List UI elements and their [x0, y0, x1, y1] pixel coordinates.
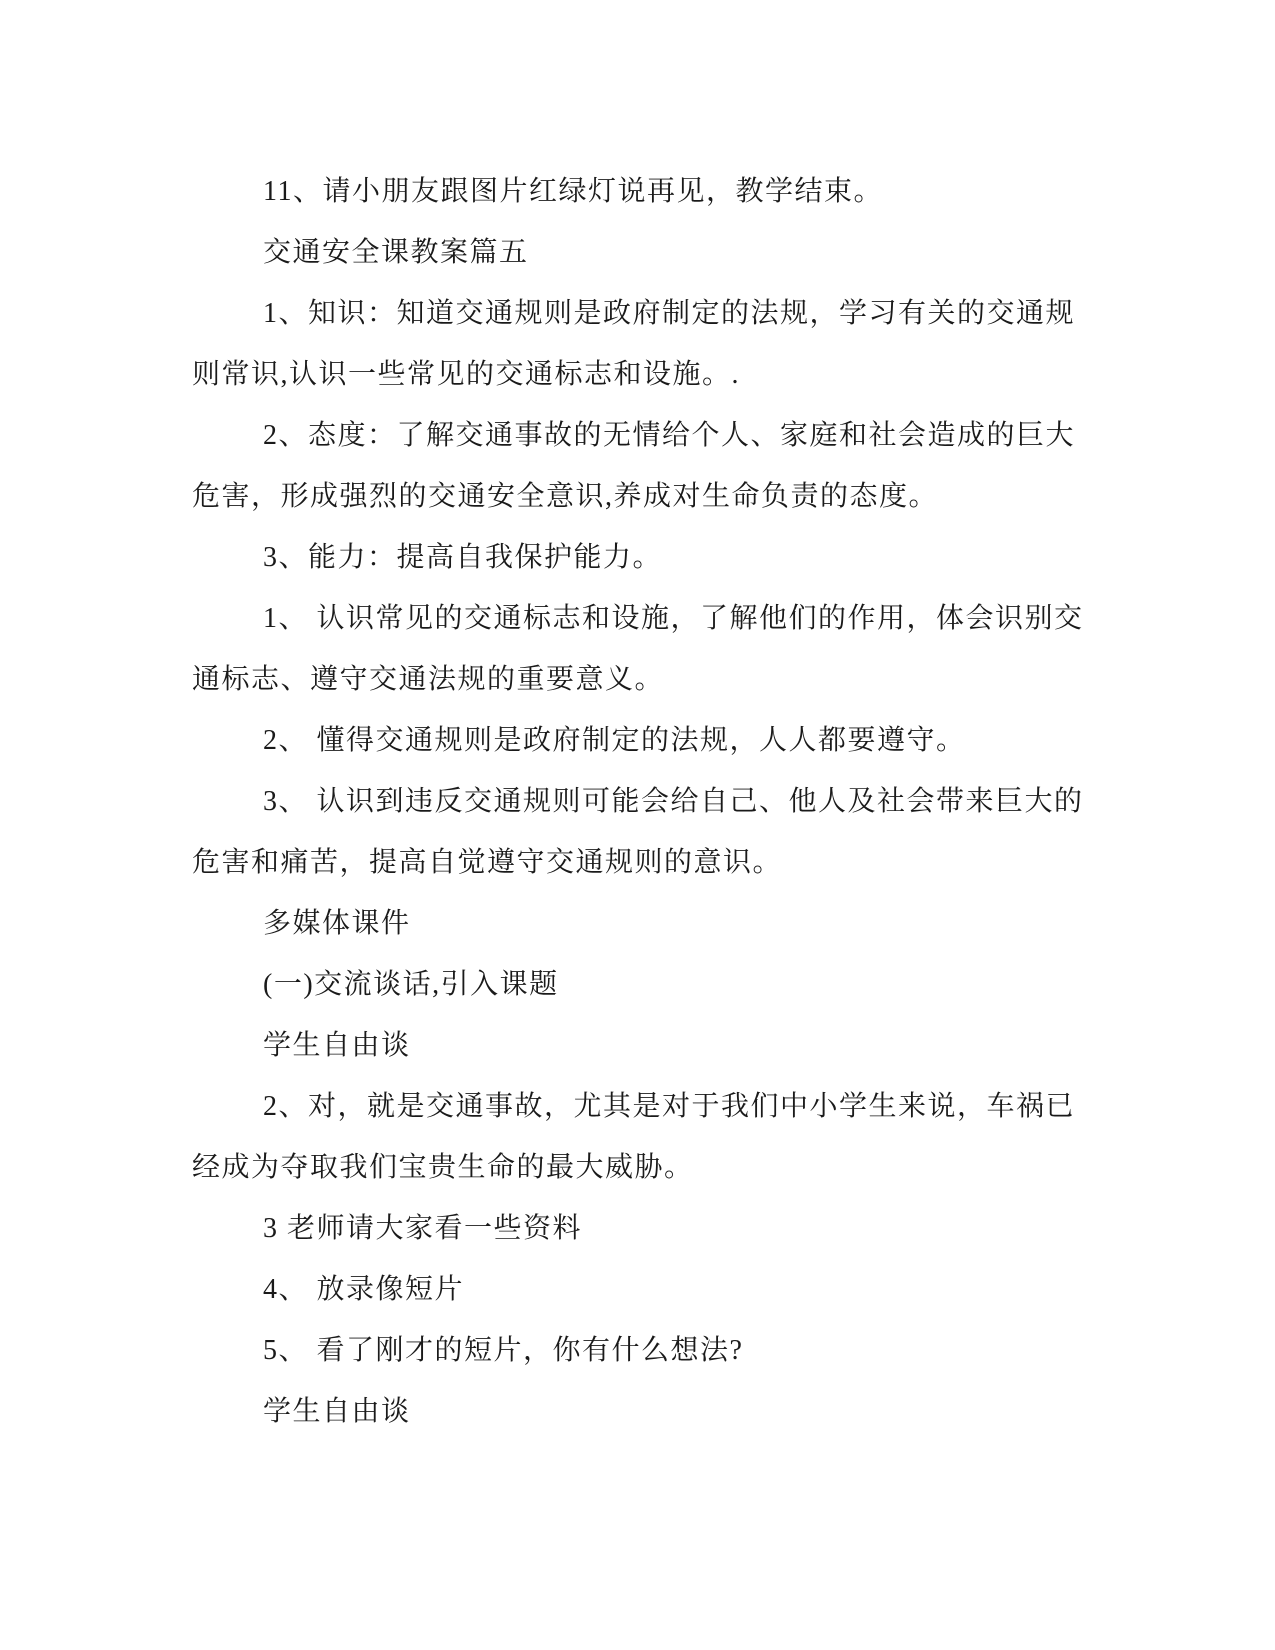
text-line: 2、 懂得交通规则是政府制定的法规，人人都要遵守。 — [263, 725, 966, 756]
text-line: 3 老师请大家看一些资料 — [263, 1213, 583, 1244]
text-line: 经成为夺取我们宝贵生命的最大威胁。 — [192, 1152, 694, 1183]
text-line: 学生自由谈 — [263, 1030, 411, 1061]
text-line: 11、请小朋友跟图片红绿灯说再见，教学结束。 — [263, 176, 883, 207]
text-line: 1、 认识常见的交通标志和设施，了解他们的作用，体会识别交 — [263, 603, 1084, 634]
text-line: 4、 放录像短片 — [263, 1274, 465, 1305]
text-line: (一)交流谈话,引入课题 — [263, 969, 559, 1000]
text-line: 则常识,认识一些常见的交通标志和设施。. — [192, 359, 741, 390]
document-title-line: 交通安全课教案篇五 — [263, 237, 529, 268]
text-line: 多媒体课件 — [263, 908, 411, 939]
text-line: 通标志、遵守交通法规的重要意义。 — [192, 664, 665, 695]
text-line: 危害，形成强烈的交通安全意识,养成对生命负责的态度。 — [192, 481, 939, 512]
text-line: 1、知识：知道交通规则是政府制定的法规，学习有关的交通规 — [263, 298, 1076, 329]
text-line: 危害和痛苦，提高自觉遵守交通规则的意识。 — [192, 847, 783, 878]
text-line: 2、对，就是交通事故，尤其是对于我们中小学生来说，车祸已 — [263, 1091, 1076, 1122]
text-line: 2、态度：了解交通事故的无情给个人、家庭和社会造成的巨大 — [263, 420, 1076, 451]
text-line: 3、能力：提高自我保护能力。 — [263, 542, 663, 573]
document-body — [192, 161, 1084, 1442]
text-line: 5、 看了刚才的短片，你有什么想法? — [263, 1335, 744, 1366]
text-line: 学生自由谈 — [263, 1396, 411, 1427]
text-line: 3、 认识到违反交通规则可能会给自己、他人及社会带来巨大的 — [263, 786, 1084, 817]
